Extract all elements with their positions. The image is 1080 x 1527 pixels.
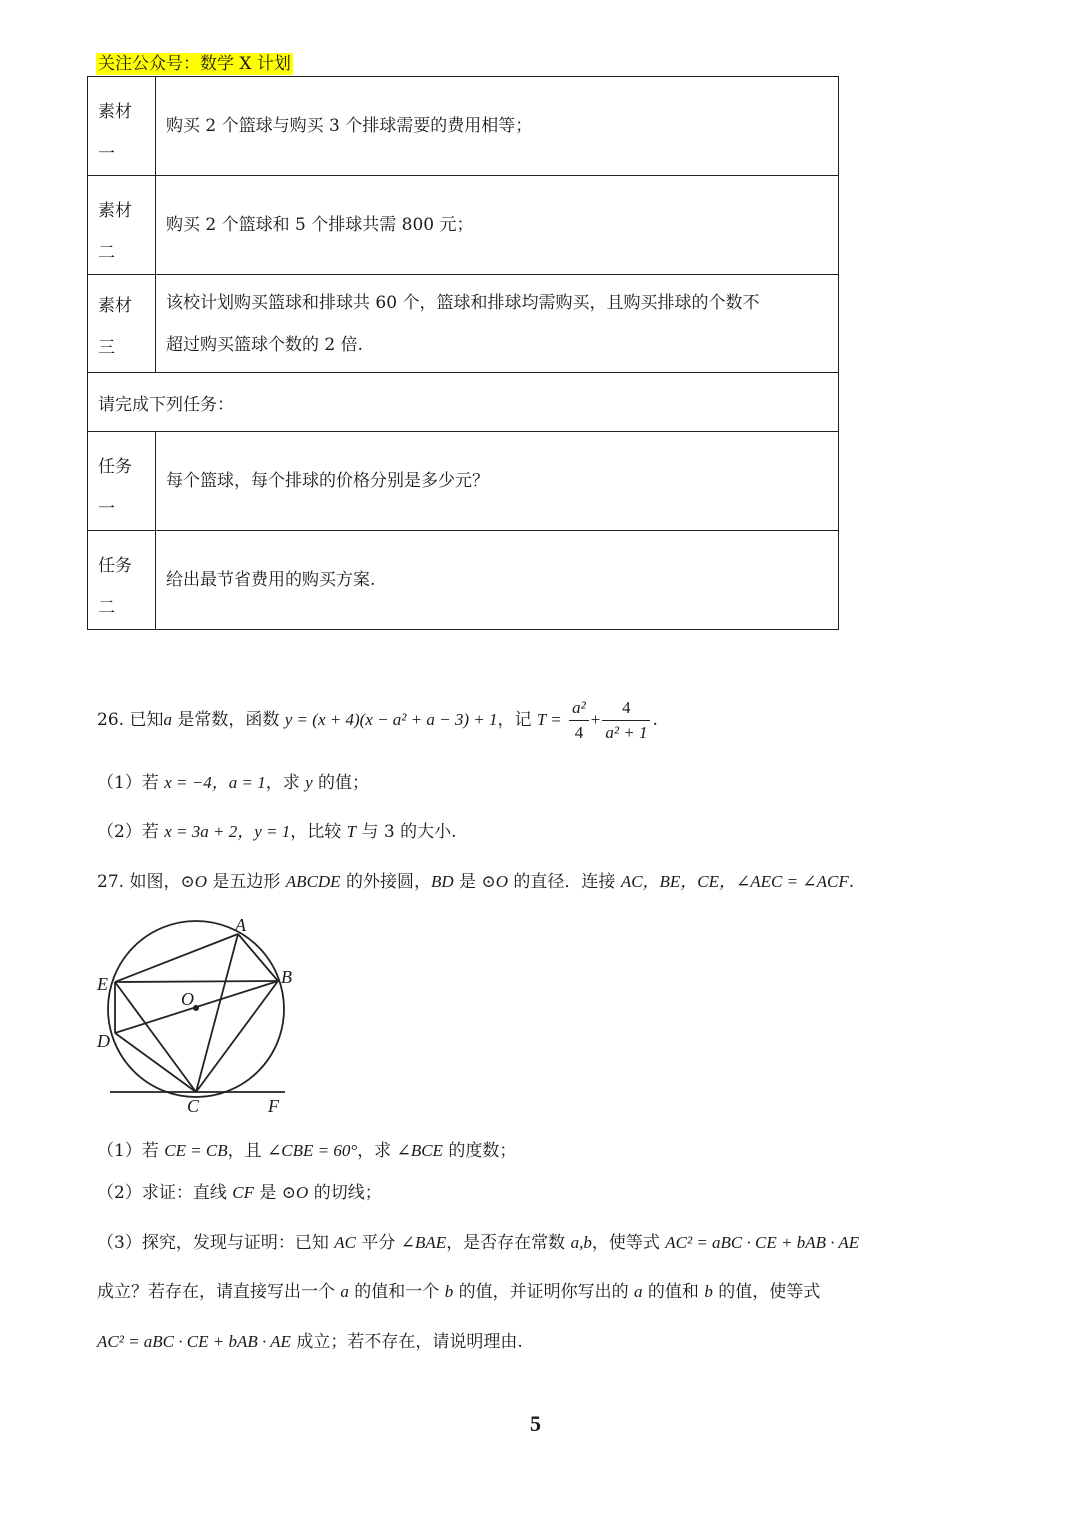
row-label: 素材 一 [88,77,156,176]
row-content: 该校计划购买篮球和排球共 60 个，篮球和排球均需购买，且购买排球的个数不 超过购买篮球个数的 2 倍. [156,275,839,373]
segment-ea [115,934,238,982]
table-row [88,373,839,432]
row-content: 购买 2 个篮球和 5 个排球共需 800 元； [156,176,839,275]
q27-part1: （1）若 CE = CB，且 ∠CBE = 60°，求 ∠BCE 的度数； [97,1141,517,1161]
label-d: D [97,1031,110,1051]
label-f: F [268,1096,279,1116]
segment-bc [196,981,278,1092]
segment-ac [196,934,238,1092]
label-o: O [181,989,194,1009]
q27-part2: （2）求证：直线 CF 是 ⊙O 的切线； [97,1183,382,1203]
materials-table [87,76,839,630]
q27-part3-line3: AC² = aBC · CE + bAB · AE 成立；若不存在，请说明理由. [97,1332,523,1352]
page-number: 5 [530,1411,541,1436]
q26-part1: （1）若 x = −4，a = 1，求 y 的值； [97,773,370,793]
label-c: C [187,1096,200,1116]
q27-part3-line2: 成立？若存在，请直接写出一个 a 的值和一个 b 的值，并证明你写出的 a 的值和 b 的值，使等式 [97,1282,821,1302]
row-label: 素材 二 [88,176,156,275]
row-content: 购买 2 个篮球与购买 3 个排球需要的费用相等； [156,77,839,176]
row-label: 素材 三 [88,275,156,373]
table-row [88,531,839,630]
label-e: E [97,974,108,994]
label-b: B [281,967,292,987]
table-row [88,77,839,176]
header-tag: 关注公众号：数学 X 计划 [98,54,291,74]
geometry-figure [90,910,320,1120]
row-label: 任务 二 [88,531,156,630]
table-row [88,275,839,373]
label-a: A [235,915,246,935]
fraction: $\frac{4}{\text{a² + 1}}$ [602,696,650,745]
q26-stem: 26. 已知a 是常数，函数 y = (x + 4)(x − a² + a − 3) + 1，记 T = $\frac{\text{a²}}{4}$ + $\frac{4}{\text{a² + 1}}$ . [97,694,658,746]
table-row [88,176,839,275]
q26-part2: （2）若 x = 3a + 2，y = 1，比较 T 与 3 的大小. [97,822,457,842]
row-label: 任务 一 [88,432,156,531]
tasks-intro: 请完成下列任务： [88,373,839,432]
segment-eb [115,981,278,982]
table-row [88,432,839,531]
row-content: 给出最节省费用的购买方案. [156,531,839,630]
q27-stem: 27. 如图，⊙O 是五边形 ABCDE 的外接圆，BD 是 ⊙O 的直径．连接 AC，BE，CE，∠AEC = ∠ACF. [97,872,855,892]
q27-part3-line1: （3）探究，发现与证明：已知 AC 平分 ∠BAE，是否存在常数 a,b，使等式 AC² = aBC · CE + bAB · AE [97,1233,860,1253]
row-content: 每个篮球，每个排球的价格分别是多少元？ [156,432,839,531]
segment-ab [238,934,278,981]
fraction: $\frac{\text{a²}}{4}$ [569,696,589,745]
